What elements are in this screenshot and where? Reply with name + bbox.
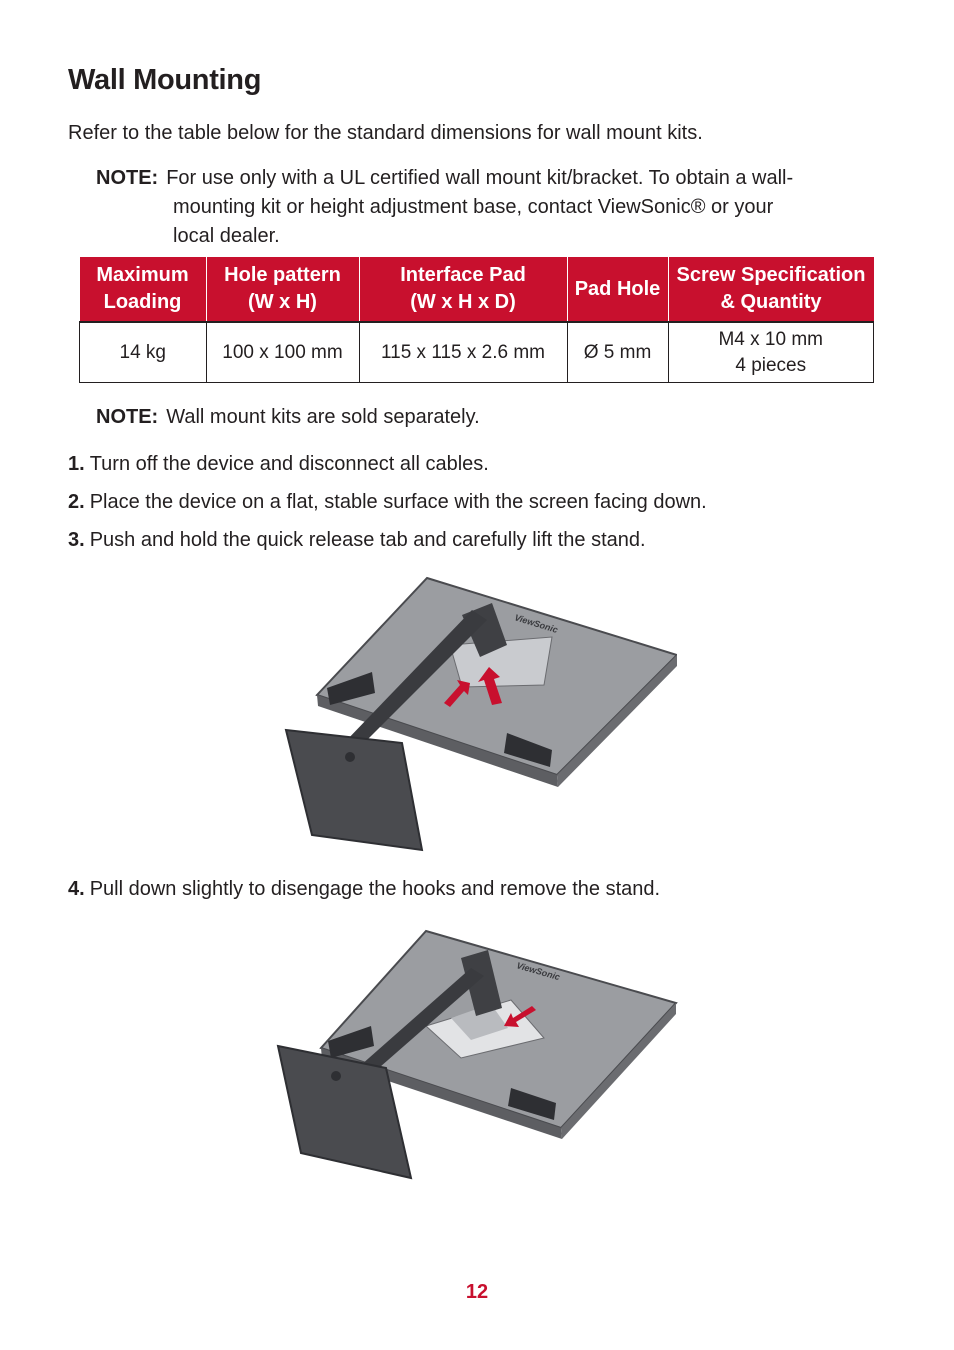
cell-hole-pattern: 100 x 100 mm <box>206 322 359 383</box>
step-number: 1. <box>68 453 85 475</box>
stand-base <box>286 730 422 850</box>
page-number: 12 <box>465 1281 489 1303</box>
illustration-lift-stand <box>282 575 677 855</box>
wall-mount-spec-table <box>79 257 874 383</box>
note-label: NOTE: <box>96 406 159 428</box>
step-2 <box>68 491 707 514</box>
header-max-loading: Maximum Loading <box>80 257 207 322</box>
header-hole-pattern: Hole pattern (W x H) <box>206 257 359 322</box>
step-number: 2. <box>68 491 85 513</box>
note-text-line2: mounting kit or height adjustment base, contact ViewSonic® or your <box>173 196 774 218</box>
header-interface-pad: Interface Pad (W x H x D) <box>359 257 567 322</box>
brand-mark: ViewSonic <box>515 960 562 983</box>
step-number: 3. <box>68 529 85 551</box>
step-text: Push and hold the quick release tab and carefully lift the stand. <box>89 529 646 551</box>
step-text: Place the device on a flat, stable surface with the screen facing down. <box>89 491 707 513</box>
note-label: NOTE: <box>96 167 159 189</box>
note-sold-separately <box>96 403 480 432</box>
header-pad-hole: Pad Hole <box>567 257 668 322</box>
note-text-line3: local dealer. <box>173 225 280 247</box>
illustration-remove-stand <box>276 928 678 1183</box>
cell-loading: 14 kg <box>80 322 207 383</box>
cell-interface-pad: 115 x 115 x 2.6 mm <box>359 322 567 383</box>
page-title: Wall Mounting <box>68 64 262 96</box>
table-header-row <box>80 257 874 322</box>
step-3 <box>68 529 646 552</box>
step-1 <box>68 453 489 476</box>
cell-screw-spec: M4 x 10 mm 4 pieces <box>668 322 874 383</box>
note-certified-kit <box>96 164 886 251</box>
table-row <box>80 322 874 383</box>
step-text: Turn off the device and disconnect all cables. <box>89 453 489 475</box>
cell-pad-hole: Ø 5 mm <box>567 322 668 383</box>
base-screw <box>331 1071 341 1081</box>
intro-text: Refer to the table below for the standard dimensions for wall mount kits. <box>68 122 703 144</box>
brand-mark: ViewSonic <box>513 612 560 635</box>
note-text-line1: For use only with a UL certified wall mount kit/bracket. To obtain a wall- <box>166 167 794 189</box>
header-screw-spec: Screw Specification & Quantity <box>668 257 874 322</box>
base-screw <box>345 752 355 762</box>
step-4 <box>68 878 660 901</box>
step-text: Pull down slightly to disengage the hooks and remove the stand. <box>89 878 661 900</box>
note-text: Wall mount kits are sold separately. <box>166 406 480 428</box>
step-number: 4. <box>68 878 85 900</box>
